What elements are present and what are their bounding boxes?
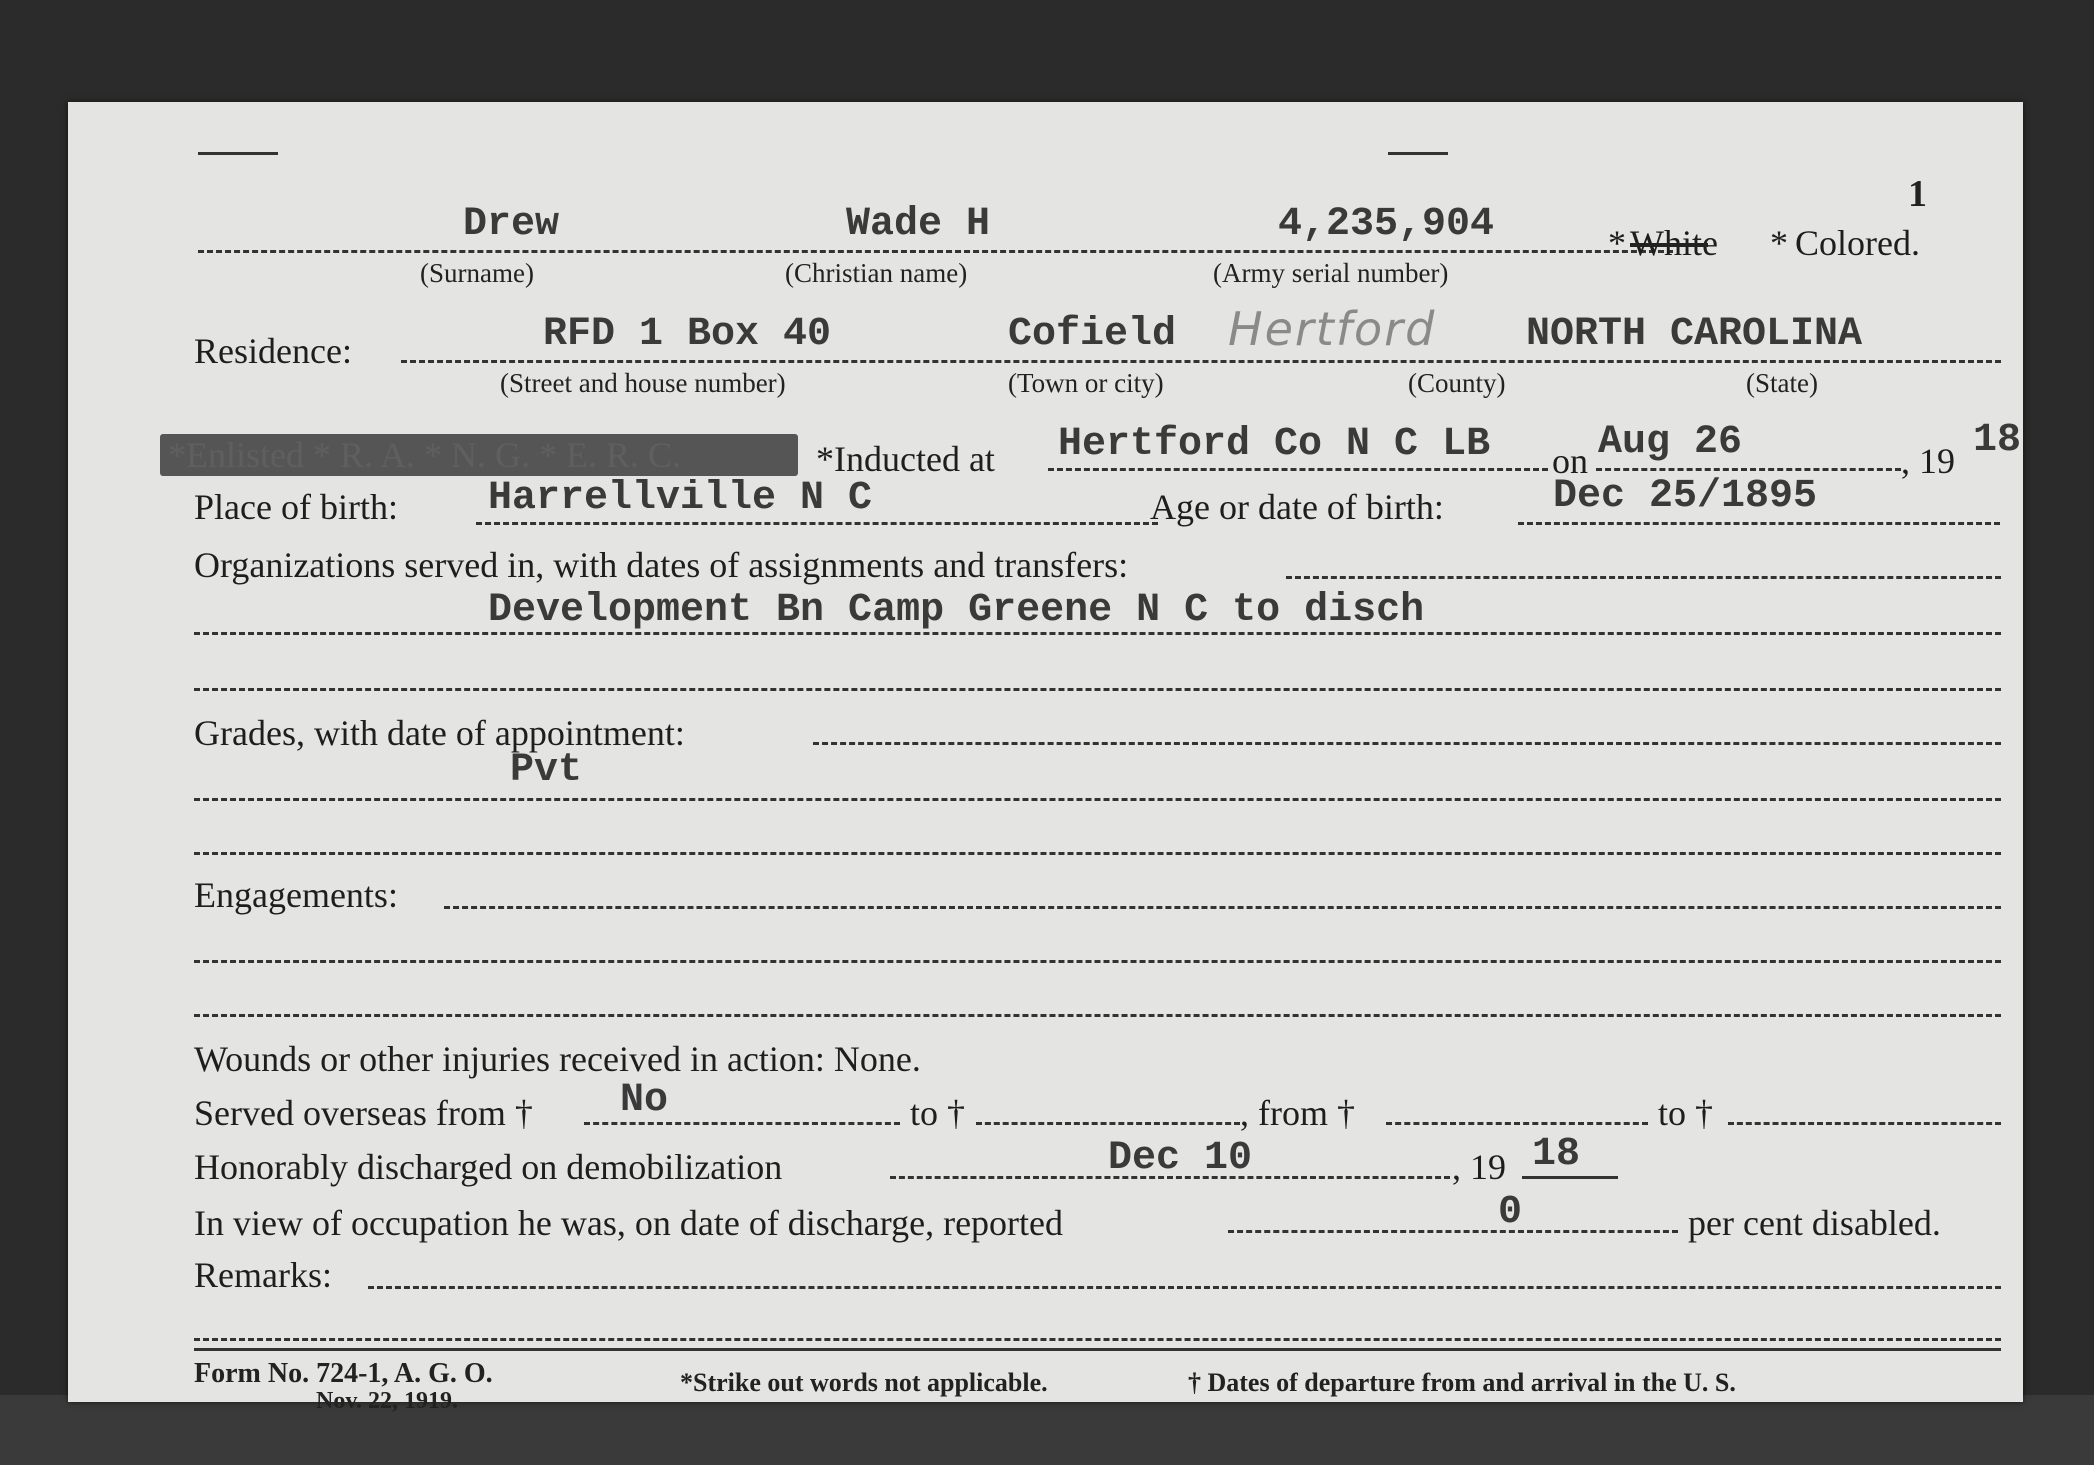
induction-year-value: 18 [1973,418,2022,463]
overseas-to2-line [1728,1122,2001,1125]
residence-town-value: Cofield [1008,312,1177,357]
overseas-label: Served overseas from † [194,1093,533,1133]
overseas-to2-label: to † [1658,1093,1714,1133]
residence-label: Residence: [194,331,352,371]
discharge-label: Honorably discharged on demobilization [194,1147,783,1187]
grades-line-3 [194,852,2001,855]
organizations-line-3 [194,688,2001,691]
overseas-from-line [584,1122,900,1125]
discharge-year-value: 18 [1532,1132,1581,1177]
on-label: on [1552,441,1588,481]
race-white-strike-line [1630,243,1708,247]
grade-value: Pvt [510,748,583,793]
remarks-line-1 [368,1286,2001,1289]
organizations-value: Development Bn Camp Greene N C to disch [488,588,1425,633]
engagements-line-3 [194,1014,2001,1017]
remarks-label: Remarks: [194,1255,332,1295]
discharge-date-value: Dec 10 [1108,1136,1253,1181]
grades-line-1 [813,742,2001,745]
top-right-rule [1388,152,1448,155]
discharge-date-line [890,1176,1450,1179]
footnote-strike-out: *Strike out words not applicable. [680,1368,1048,1397]
organizations-line-1 [1286,576,2001,579]
surname-value: Drew [463,202,560,247]
inducted-place-line [1048,468,1548,471]
discharge-year-prefix: , 19 [1452,1147,1506,1187]
page-number: 1 [1908,173,1927,215]
race-colored: Colored. [1795,223,1920,263]
christian-name-caption: (Christian name) [785,258,968,288]
overseas-from2-line [1386,1122,1648,1125]
overseas-to-line [976,1122,1240,1125]
wounds-label: Wounds or other injuries received in action: None. [194,1039,921,1079]
race-asterisk-2: * [1770,223,1788,263]
top-left-rule [198,152,278,155]
grades-line-2 [194,798,2001,801]
engagements-line-1 [444,906,2001,909]
residence-street-value: RFD 1 Box 40 [543,312,832,357]
form-number: Form No. 724-1, A. G. O. [194,1358,493,1389]
disability-value: 0 [1498,1190,1523,1235]
residence-state-value: NORTH CAROLINA [1526,312,1863,357]
engagements-label: Engagements: [194,875,398,915]
disability-suffix: per cent disabled. [1688,1203,1941,1243]
footer-separator [194,1348,2001,1351]
induction-year-prefix: , 19 [1901,441,1955,481]
inducted-at-label: *Inducted at [816,439,995,479]
grades-label: Grades, with date of appointment: [194,713,685,753]
residence-line [401,360,2001,363]
place-of-birth-value: Harrellville N C [488,476,873,521]
date-of-birth-line [1518,522,2000,525]
overseas-from2-label: , from † [1240,1093,1355,1133]
race-white-struck: White [1630,223,1718,263]
name-line [198,250,1673,253]
surname-caption: (Surname) [420,258,534,288]
induction-date-value: Aug 26 [1598,420,1743,465]
state-caption: (State) [1746,368,1818,398]
organizations-label: Organizations served in, with dates of assignments and transfers: [194,545,1129,585]
discharge-year-line [1522,1176,1618,1179]
draft-record-card [68,102,2023,1414]
engagements-line-2 [194,960,2001,963]
form-date: Nov. 22, 1919. [316,1388,459,1414]
disability-label: In view of occupation he was, on date of discharge, reported [194,1203,1064,1243]
induction-date-line [1596,468,1901,471]
footnote-dates: † Dates of departure from and arrival in the U. S. [1188,1368,1736,1397]
serial-number-caption: (Army serial number) [1213,258,1449,288]
enlisted-struck-text: *Enlisted * R. A. * N. G. * E. R. C. [168,435,682,475]
remarks-line-2 [194,1338,2001,1341]
disability-line [1228,1230,1678,1233]
county-caption: (County) [1408,368,1506,398]
scan-background-strip [0,1395,2094,1465]
overseas-to-label: to † [910,1093,966,1133]
christian-name-value: Wade H [846,202,991,247]
date-of-birth-value: Dec 25/1895 [1553,474,1818,519]
overseas-from-value: No [620,1078,669,1123]
race-asterisk-1: * [1608,223,1626,263]
town-caption: (Town or city) [1008,368,1164,398]
place-of-birth-line [476,522,1158,525]
inducted-place-value: Hertford Co N C LB [1058,422,1491,467]
organizations-line-2 [194,632,2001,635]
age-label: Age or date of birth: [1150,487,1444,527]
residence-county-handwritten: Hertford [1228,302,1437,356]
serial-number-value: 4,235,904 [1278,202,1495,247]
place-of-birth-label: Place of birth: [194,487,398,527]
street-caption: (Street and house number) [500,368,786,398]
